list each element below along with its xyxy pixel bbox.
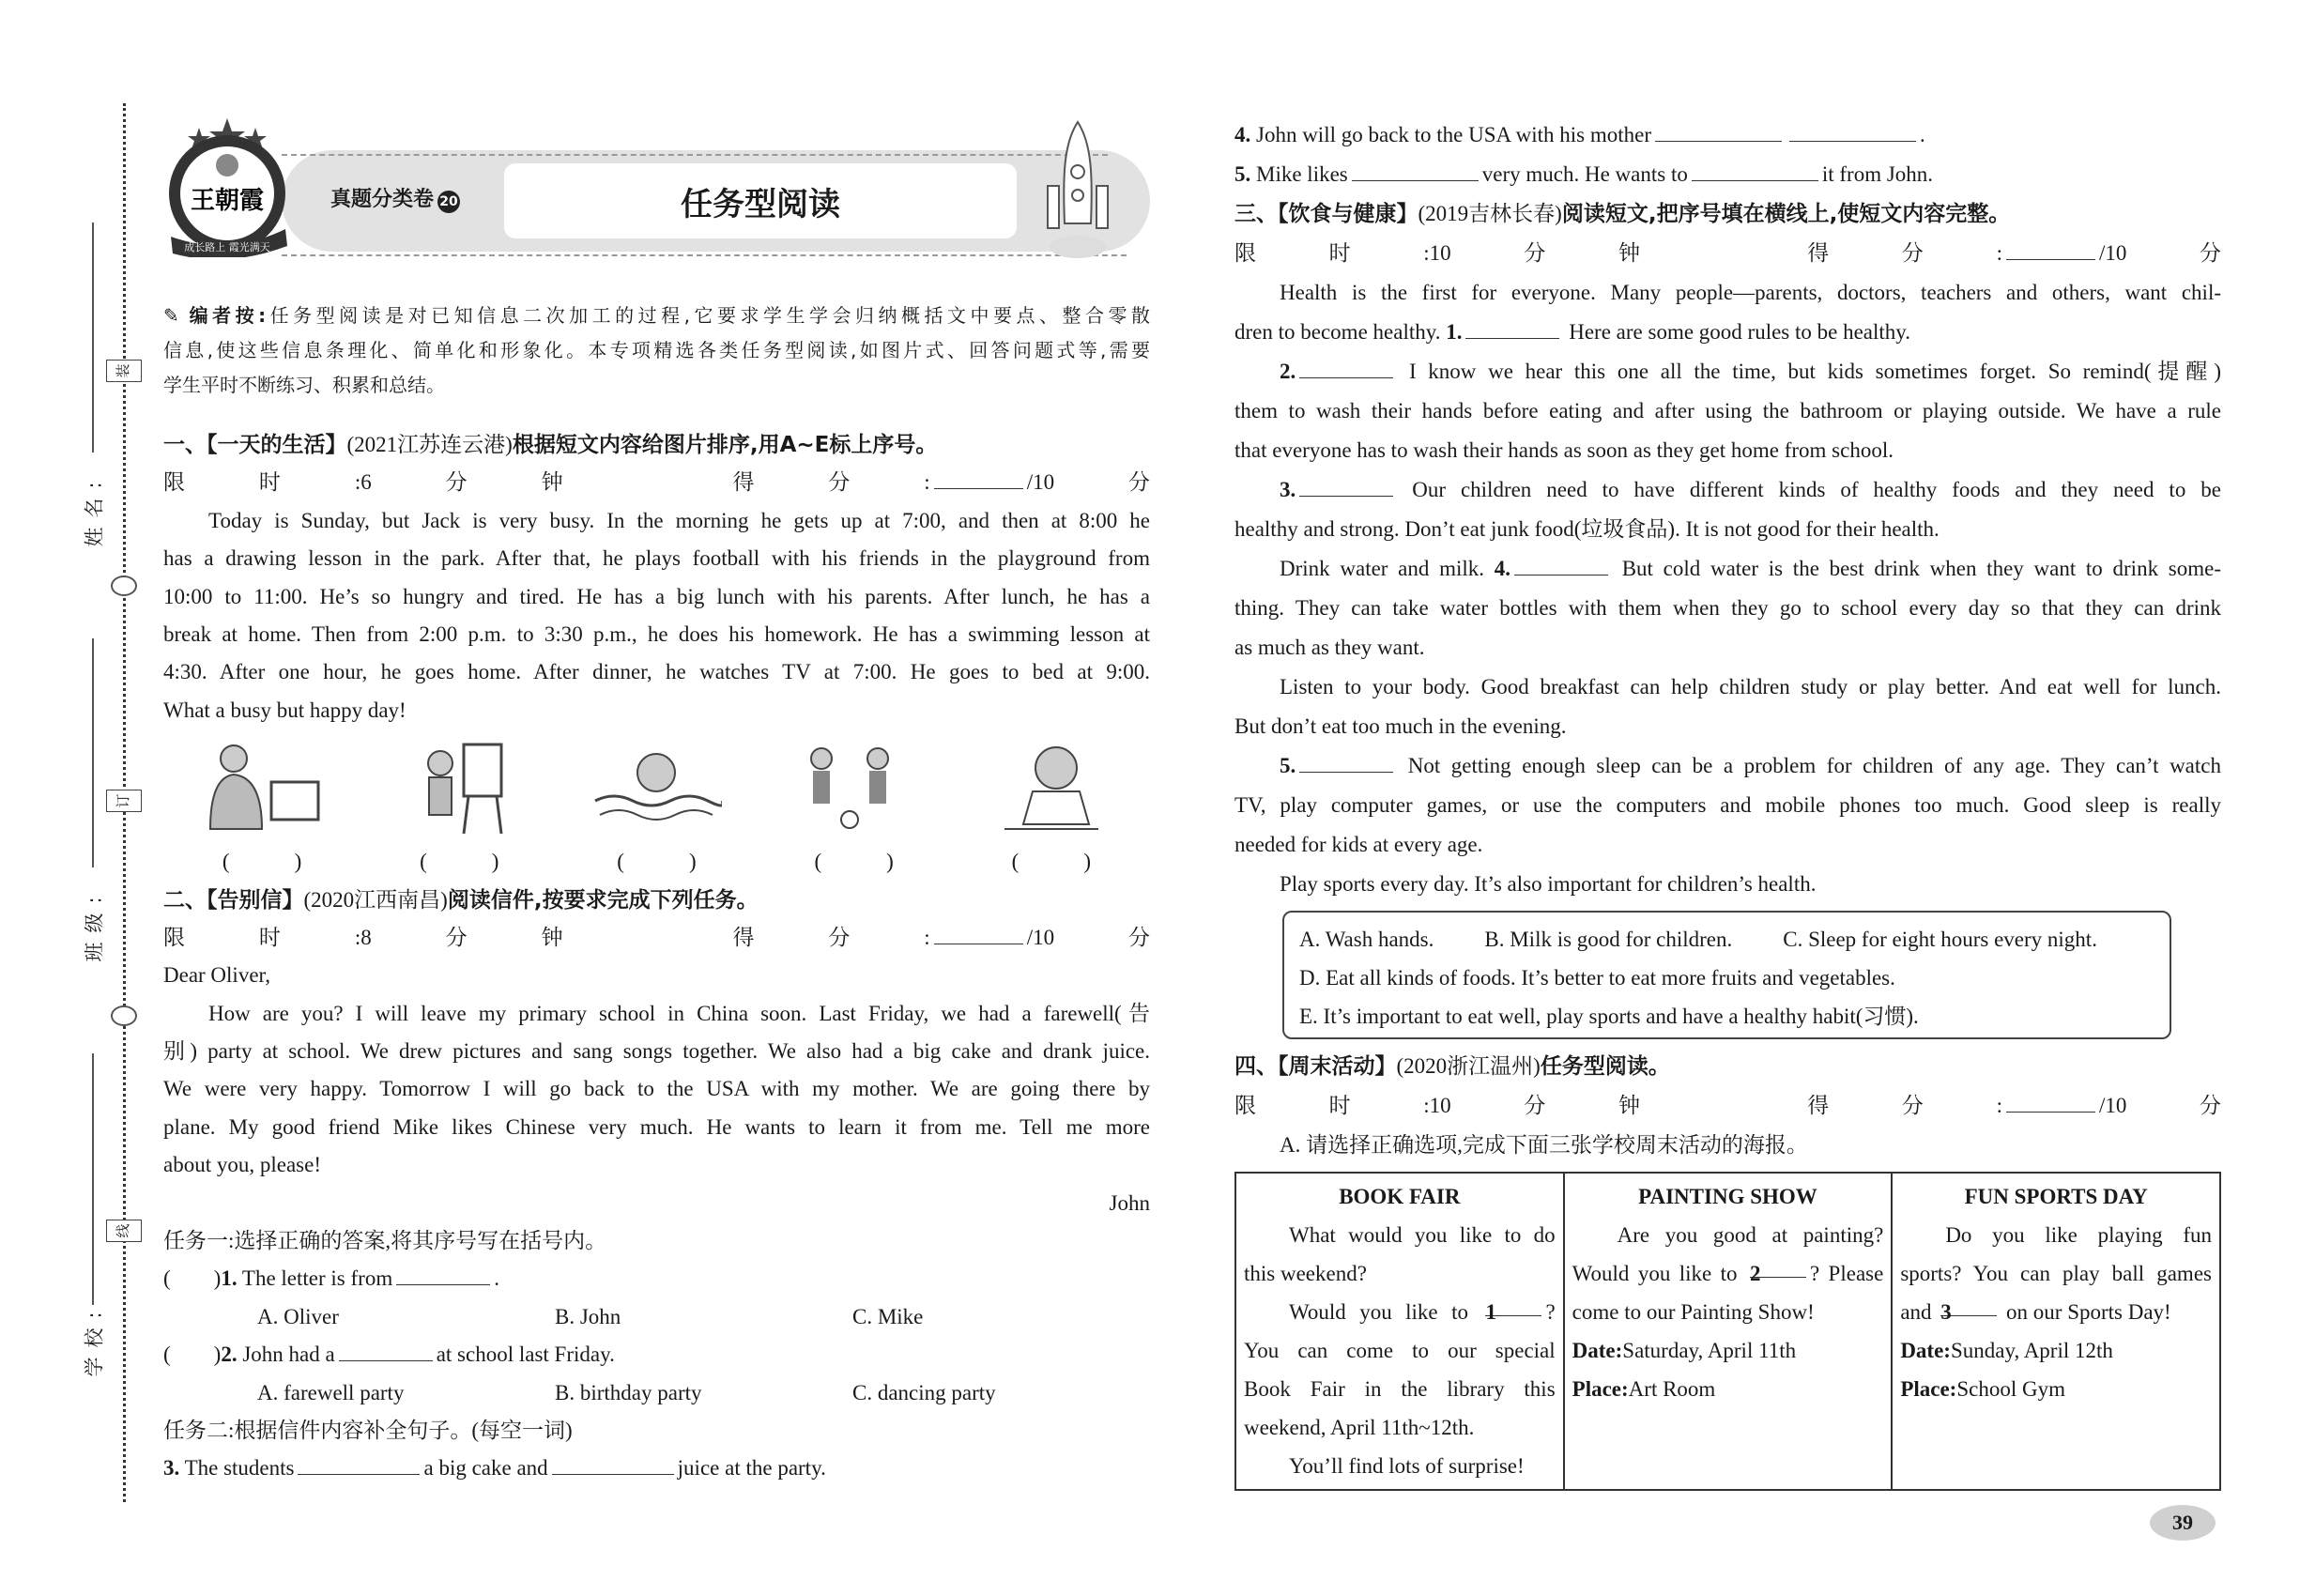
score-blank[interactable] [2006, 237, 2095, 260]
text-line [1234, 786, 2221, 825]
text-segment: this weekend? [1244, 1262, 1367, 1285]
question-2-options [163, 1374, 1150, 1412]
text-line [1244, 1216, 1556, 1254]
note-icon: ✎ [163, 304, 190, 327]
picture-row [163, 729, 1150, 843]
bold-text: 3. [1280, 478, 1296, 501]
text-segment: healthy and strong. Don’t eat junk food(垃圾食品). It is not good for their health. [1234, 517, 1940, 541]
text-segment: Here are some good rules to be healthy. [1563, 320, 1911, 344]
svg-text:王朝霞: 王朝霞 [190, 187, 265, 215]
text-line [1572, 1216, 1884, 1254]
text-line [163, 540, 1150, 577]
answer-blank [1352, 158, 1479, 181]
answer-blank [396, 1262, 490, 1285]
text-segment: and [1900, 1300, 1938, 1324]
text-segment: Saturday, April 11th [1622, 1339, 1797, 1362]
text-line [1234, 746, 2221, 786]
text-segment: What would you like to do [1289, 1223, 1556, 1247]
option-e: E. It’s important to eat well, play sports and have a healthy habit(习惯). [1299, 1005, 1919, 1028]
answer-blank: 3 [1940, 1293, 1997, 1316]
text-segment: weekend, April 11th~12th. [1244, 1416, 1475, 1439]
name-write-line[interactable] [92, 223, 94, 453]
poster-painting-show [1564, 1173, 1893, 1490]
text-segment: on our Sports Day! [2001, 1300, 2171, 1324]
svg-text:成长路上 霞光满天: 成长路上 霞光满天 [184, 241, 270, 253]
school-label: 学校: [83, 1302, 106, 1377]
text-segment: But cold water is the best drink when they want to drink some- [1611, 557, 2221, 580]
bold-text: 5. [1280, 754, 1296, 777]
left-column [163, 426, 1150, 1488]
picture-swimming [590, 735, 722, 838]
text-line [163, 502, 1150, 540]
text-segment: You can come to our special [1244, 1339, 1556, 1362]
text-line [1234, 273, 2221, 313]
answer-blank [1299, 355, 1393, 378]
text-segment: ? Please [1809, 1262, 1884, 1285]
text-line [163, 1109, 1150, 1146]
text-line [163, 1033, 1150, 1070]
text-line [1234, 313, 2221, 352]
text-segment: We were very happy. Tomorrow I will go back to the USA with my mother. We are going there by [163, 1077, 1150, 1101]
bold-text: 4. [1494, 557, 1510, 580]
answer-blank [1514, 552, 1608, 575]
question-5: 5. Mike likes very much. He wants to it from John. [1234, 155, 2221, 194]
binding-hole-icon [111, 1005, 137, 1026]
letter-text [163, 957, 1150, 1222]
text-line [1234, 352, 2221, 391]
bold-text: Place: [1900, 1377, 1957, 1401]
picture-answer-slot: ( ) [222, 850, 302, 874]
section-2-heading: 二、【告别信】(2020江西南昌)阅读信件,按要求完成下列任务。 [163, 887, 759, 913]
text-segment: has a drawing lesson in the park. After that, he plays football with his friends in the playground from [163, 546, 1150, 571]
section-1-time-score: 限时:6分钟 得分: /10分 [163, 464, 1150, 501]
text-segment: Are you good at painting? [1617, 1223, 1884, 1247]
text-segment: break at home. Then from 2:00 p.m. to 3:30 p.m., he does his homework. He has a swimming lesson at [163, 622, 1150, 646]
text-segment: 任务型阅读是对已知信息二次加工的过程,它要求学生学会归纳概括文中要点、整合零散 [266, 304, 1150, 327]
editor-note [163, 299, 1150, 403]
poster-title: BOOK FAIR [1339, 1185, 1461, 1208]
text-line [163, 578, 1150, 616]
text-line [1244, 1293, 1556, 1331]
text-segment: Sunday, April 12th [1950, 1339, 2113, 1362]
answer-blank [1692, 158, 1818, 181]
poster-book-fair [1235, 1173, 1564, 1490]
bold-text: Place: [1572, 1377, 1629, 1401]
question-2: ( )2. John had a at school last Friday. [163, 1336, 1150, 1373]
answer-blank [1789, 118, 1916, 142]
cut-mark-zhuang: 装 [106, 360, 142, 382]
text-line [1234, 589, 2221, 628]
text-segment: Dear Oliver, [163, 963, 271, 988]
text-segment: sports? You can play ball games [1900, 1262, 2212, 1285]
section-1-heading: 一、【一天的生活】(2021江苏连云港)根据短文内容给图片排序,用A~E标上序号。 [163, 433, 938, 457]
text-line [1234, 825, 2221, 865]
text-segment: about you, please! [163, 1153, 321, 1177]
text-line [163, 1070, 1150, 1108]
option-c: C. dancing party [852, 1380, 996, 1404]
bold-text: Date: [1900, 1339, 1951, 1362]
text-line [1234, 431, 2221, 470]
cut-mark-ding: 订 [106, 790, 142, 812]
text-line [163, 1146, 1150, 1184]
text-segment: come to our Painting Show! [1572, 1300, 1815, 1324]
option-c: C. Mike [852, 1304, 924, 1328]
text-line [1244, 1254, 1556, 1293]
task-1-instruction: 任务一:选择正确的答案,将其序号写在括号内。 [163, 1229, 607, 1253]
bold-text: 编者按: [189, 304, 267, 327]
class-label: 班级: [83, 887, 106, 962]
option-a: A. Oliver [257, 1304, 339, 1328]
answer-blank: 1 [1485, 1293, 1541, 1316]
text-line [163, 957, 1150, 994]
text-line [1572, 1293, 1884, 1331]
picture-doing-homework [986, 735, 1117, 838]
question-3: 3. The students a big cake and juice at the party. [163, 1450, 1150, 1487]
section-3-passage [1234, 273, 2221, 904]
poster-title: FUN SPORTS DAY [1964, 1185, 2148, 1208]
bold-text: 1. [1446, 320, 1463, 344]
right-column [1234, 115, 2221, 904]
text-line [1234, 628, 2221, 668]
text-line [1244, 1331, 1556, 1370]
section-3-heading: 三、【饮食与健康】(2019吉林长春)阅读短文,把序号填在横线上,使短文内容完整。 [1234, 202, 2011, 226]
question-1: ( )1. The letter is from . [163, 1260, 1150, 1297]
text-line [1244, 1370, 1556, 1408]
text-segment: Would you like to [1289, 1300, 1482, 1324]
name-label: 姓名: [83, 472, 106, 547]
picture-answer-slot: ( ) [617, 850, 697, 874]
text-segment: Book Fair in the library this [1244, 1377, 1556, 1401]
options-box [1282, 911, 2171, 1039]
option-b: B. birthday party [555, 1380, 702, 1404]
answer-blank [1299, 473, 1393, 497]
question-4: 4. John will go back to the USA with his mother . [1234, 115, 2221, 155]
text-segment: School Gym [1956, 1377, 2065, 1401]
text-segment: that everyone has to wash their hands as soon as they get home from school. [1234, 438, 1894, 462]
binding-hole-icon [111, 575, 137, 596]
brand-logo [161, 116, 293, 257]
text-line [1234, 470, 2221, 510]
option-b: B. John [555, 1304, 621, 1328]
question-1-options [163, 1298, 1150, 1336]
text-line [1900, 1216, 2212, 1254]
text-segment: Health is the first for everyone. Many people—parents, doctors, teachers and others, want chil- [1280, 281, 2221, 304]
banner-dash-top [282, 154, 1108, 156]
text-line [1572, 1254, 1884, 1293]
option-a: A. Wash hands. [1299, 928, 1434, 951]
text-segment: How are you? I will leave my primary school in China soon. Last Friday, we had a farewell(告 [208, 1001, 1150, 1025]
section-2-time-score: 限时:8分钟 得分: /10分 [163, 919, 1150, 957]
text-line [163, 299, 1150, 333]
answer-blank [1299, 749, 1393, 773]
text-segment: needed for kids at every age. [1234, 833, 1483, 856]
text-segment: But don’t eat too much in the evening. [1234, 714, 1567, 738]
school-write-line[interactable] [92, 1053, 94, 1305]
task-2-instruction: 任务二:根据信件内容补全句子。(每空一词) [163, 1418, 573, 1442]
text-segment: Would you like to [1572, 1262, 1746, 1285]
class-write-line[interactable] [92, 638, 94, 867]
picture-drawing [393, 735, 525, 838]
text-segment: Not getting enough sleep can be a problem for children of any age. They can’t watch [1397, 754, 2221, 777]
section-4 [1234, 1047, 2221, 1165]
posters-table [1234, 1172, 2221, 1491]
text-segment: 别) party at school. We drew pictures and sang songs together. We also had a big cake and drank juice. [163, 1039, 1150, 1064]
text-line [163, 692, 1150, 729]
text-segment: 信息,使这些信息条理化、简单化和形象化。本专项精选各类任务型阅读,如图片式、回答问题式等,需要 [163, 339, 1150, 361]
score-blank[interactable] [934, 921, 1023, 944]
picture-answer-slot: ( ) [1011, 850, 1091, 874]
text-segment: You’ll find lots of surprise! [1289, 1454, 1525, 1478]
text-segment: Today is Sunday, but Jack is very busy. In the morning he gets up at 7:00, and then at 8:00 he [208, 508, 1150, 532]
text-line [1900, 1370, 2212, 1408]
text-line [1900, 1331, 2212, 1370]
section-4-instruction: A. 请选择正确选项,完成下面三张学校周末活动的海报。 [1280, 1133, 1808, 1157]
text-line [163, 1185, 1150, 1222]
text-line [163, 333, 1150, 368]
page-number: 39 [2150, 1505, 2216, 1541]
poster-title: PAINTING SHOW [1638, 1185, 1817, 1208]
option-c: C. Sleep for eight hours every night. [1783, 928, 2097, 951]
picture-playing-football [789, 735, 920, 838]
banner-dash-bottom [282, 254, 1127, 256]
text-line [1234, 707, 2221, 746]
text-segment: 10:00 to 11:00. He’s so hungry and tired. He has a big lunch with his parents. After lunch, he has a [163, 584, 1150, 608]
answer-blank [1465, 315, 1559, 339]
text-segment: Drink water and milk. [1280, 557, 1495, 580]
score-blank[interactable] [2006, 1089, 2095, 1113]
series-number-badge: 20 [437, 191, 460, 213]
text-line [1234, 391, 2221, 431]
picture-answer-slot: ( ) [420, 850, 499, 874]
text-segment: Our children need to have different kinds of healthy foods and they need to be [1397, 478, 2221, 501]
option-b: B. Milk is good for children. [1484, 928, 1733, 951]
bold-text: 2. [1280, 360, 1296, 383]
text-line [1234, 865, 2221, 904]
answer-blank [1655, 118, 1782, 142]
text-line [1234, 510, 2221, 549]
text-segment: ? [1545, 1300, 1556, 1324]
text-line [163, 995, 1150, 1033]
section-4-heading: 四、【周末活动】(2020浙江温州)任务型阅读。 [1234, 1054, 1670, 1079]
option-d: D. Eat all kinds of foods. It’s better to eat more fruits and vegetables. [1299, 966, 1895, 990]
section-3-time-score: 限时:10分钟 得分: /10分 [1234, 234, 2221, 273]
text-line [163, 616, 1150, 653]
series-label: 真题分类卷 20 [330, 183, 460, 213]
text-segment: them to wash their hands before eating and after using the bathroom or playing outside. We have a rule [1234, 399, 2221, 422]
text-segment: dren to become healthy. [1234, 320, 1447, 344]
text-segment: 学生平时不断练习、积累和总结。 [163, 374, 445, 396]
text-segment: plane. My good friend Mike likes Chinese very much. He wants to learn it from me. Tell me more [163, 1114, 1150, 1139]
text-segment: TV, play computer games, or use the computers and mobile phones too much. Good sleep is really [1234, 793, 2221, 817]
poster-fun-sports-day [1892, 1173, 2220, 1490]
text-line [1244, 1447, 1556, 1485]
answer-blank [339, 1338, 433, 1361]
picture-answer-slot: ( ) [814, 850, 894, 874]
text-segment: John [1109, 1190, 1150, 1215]
text-segment: I know we hear this one all the time, but kids sometimes forget. So remind(提醒) [1397, 360, 2221, 383]
score-blank[interactable] [934, 466, 1023, 489]
text-line [1572, 1370, 1884, 1408]
rocket-icon [1040, 120, 1115, 267]
text-line [1572, 1331, 1884, 1370]
text-line [163, 653, 1150, 691]
answer-blank [552, 1451, 674, 1475]
text-line [1900, 1254, 2212, 1293]
answer-blank [298, 1451, 420, 1475]
section-4-time-score: 限时:10分钟 得分: /10分 [1234, 1086, 2221, 1126]
text-segment: Do you like playing fun [1945, 1223, 2212, 1247]
text-line [1234, 549, 2221, 589]
text-segment: as much as they want. [1234, 636, 1425, 659]
bold-text: Date: [1572, 1339, 1623, 1362]
picture-watching-tv [196, 735, 328, 838]
text-segment: thing. They can take water bottles with them when they go to school every day so that they can drink [1234, 596, 2221, 620]
page-title: 任务型阅读 [504, 163, 1017, 238]
text-segment: 4:30. After one hour, he goes home. After dinner, he watches TV at 7:00. He goes to bed at 9:00. [163, 660, 1150, 684]
answer-blank: 2 [1750, 1254, 1806, 1278]
text-segment: Art Room [1628, 1377, 1716, 1401]
text-line [1900, 1293, 2212, 1331]
text-line [1234, 668, 2221, 707]
text-segment: Play sports every day. It’s also important for children’s health. [1280, 872, 1817, 896]
text-segment: Listen to your body. Good breakfast can help children study or play better. And eat well for lunch. [1280, 675, 2221, 698]
text-line [163, 368, 1150, 403]
text-line [1244, 1408, 1556, 1447]
text-segment: What a busy but happy day! [163, 698, 406, 722]
option-a: A. farewell party [257, 1380, 405, 1404]
section-1-passage [163, 502, 1150, 729]
picture-answer-row [163, 843, 1150, 881]
cut-mark-xian: 线 [106, 1220, 142, 1242]
